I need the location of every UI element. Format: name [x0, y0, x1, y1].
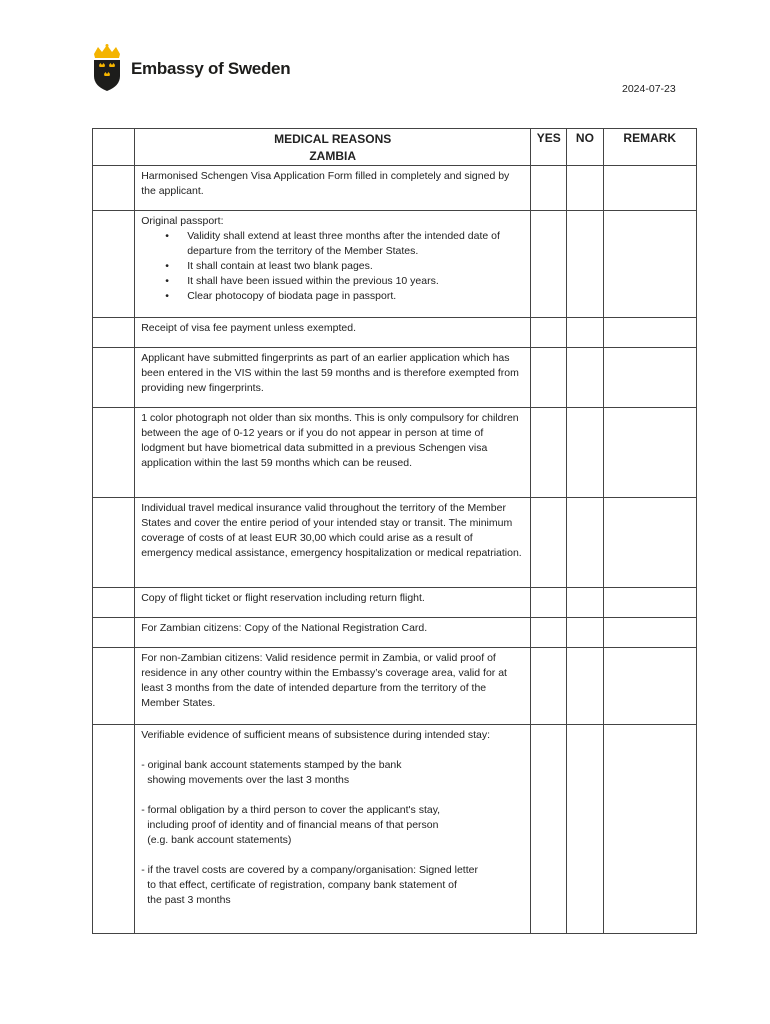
table-row	[93, 211, 697, 318]
requirement-text	[135, 211, 531, 318]
yes-cell[interactable]	[531, 408, 567, 498]
no-cell[interactable]	[567, 648, 603, 725]
table-header-row	[93, 129, 697, 166]
table-row	[93, 318, 697, 348]
no-cell[interactable]	[567, 166, 603, 211]
title-line-1: MEDICAL REASONS	[274, 132, 392, 146]
no-column-header: NO	[567, 129, 603, 166]
requirement-text: For Zambian citizens: Copy of the National Registration Card.	[135, 618, 531, 648]
means-item-cont: to that effect, certificate of registration, company bank statement of	[147, 879, 457, 891]
requirement-text	[135, 725, 531, 934]
blank-cell	[93, 725, 135, 934]
remark-column-header: REMARK	[603, 129, 697, 166]
crown-shield-icon	[91, 44, 123, 92]
requirement-text: Copy of flight ticket or flight reservation including return flight.	[135, 588, 531, 618]
remark-cell[interactable]	[603, 648, 697, 725]
yes-cell[interactable]	[531, 618, 567, 648]
no-cell[interactable]	[567, 725, 603, 934]
means-item-cont: showing movements over the last 3 months	[147, 774, 350, 786]
remark-cell[interactable]	[603, 318, 697, 348]
table-row	[93, 725, 697, 934]
blank-cell	[93, 348, 135, 408]
no-cell[interactable]	[567, 588, 603, 618]
yes-cell[interactable]	[531, 648, 567, 725]
means-item: - if the travel costs are covered by a company/organisation: Signed letter	[141, 864, 478, 876]
table-row	[93, 348, 697, 408]
yes-cell[interactable]	[531, 211, 567, 318]
yes-cell[interactable]	[531, 498, 567, 588]
title-line-2: ZAMBIA	[309, 149, 357, 163]
table-row	[93, 588, 697, 618]
yes-cell[interactable]	[531, 588, 567, 618]
document-date: 2024-07-23	[622, 83, 676, 95]
means-item-cont: (e.g. bank account statements)	[147, 834, 292, 846]
requirement-text: Applicant have submitted fingerprints as part of an earlier application which has been entered in the VIS within the last 59 months and is therefore exempted from providing new fingerprints.	[135, 348, 531, 408]
remark-cell[interactable]	[603, 725, 697, 934]
list-item: • Validity shall extend at least three months after the intended date of departure from the territory of the Member States.	[187, 229, 524, 259]
table-row	[93, 648, 697, 725]
requirement-text: 1 color photograph not older than six months. This is only compulsory for children between the age of 0-12 years or if you do not appear in person at time of lodgment but have biometrical data submitted in a previous Schengen visa application within the last 59 months which can be reused.	[135, 408, 531, 498]
means-item-cont: the past 3 months	[147, 894, 231, 906]
requirement-text: Harmonised Schengen Visa Application Form filled in completely and signed by the applicant.	[135, 166, 531, 211]
blank-cell	[93, 588, 135, 618]
passport-list	[141, 229, 524, 304]
blank-cell	[93, 318, 135, 348]
blank-cell	[93, 648, 135, 725]
blank-cell	[93, 498, 135, 588]
logo-text: Embassy of Sweden	[131, 59, 291, 78]
yes-cell[interactable]	[531, 318, 567, 348]
yes-cell[interactable]	[531, 348, 567, 408]
table-row	[93, 166, 697, 211]
remark-cell[interactable]	[603, 588, 697, 618]
no-cell[interactable]	[567, 211, 603, 318]
passport-intro: Original passport:	[141, 215, 224, 227]
remark-cell[interactable]	[603, 166, 697, 211]
blank-cell	[93, 408, 135, 498]
table-row	[93, 408, 697, 498]
remark-cell[interactable]	[603, 618, 697, 648]
requirement-text: Receipt of visa fee payment unless exempted.	[135, 318, 531, 348]
table-title	[135, 129, 531, 166]
yes-cell[interactable]	[531, 166, 567, 211]
requirement-text: Individual travel medical insurance valid throughout the territory of the Member States and cover the entire period of your intended stay or transit. The minimum coverage of costs of at least EUR 30,00 which could arise as a result of emergency medical assistance, emergency hospitalization or medical repatriation.	[135, 498, 531, 588]
yes-column-header: YES	[531, 129, 567, 166]
list-item: • It shall have been issued within the previous 10 years.	[187, 274, 524, 289]
means-item-cont: including proof of identity and of financial means of that person	[147, 819, 439, 831]
table-row	[93, 618, 697, 648]
remark-cell[interactable]	[603, 498, 697, 588]
yes-cell[interactable]	[531, 725, 567, 934]
blank-cell	[93, 166, 135, 211]
remark-cell[interactable]	[603, 348, 697, 408]
no-cell[interactable]	[567, 498, 603, 588]
checklist-table	[92, 128, 697, 934]
embassy-logo	[91, 44, 291, 92]
means-item: - original bank account statements stamped by the bank	[141, 759, 402, 771]
no-cell[interactable]	[567, 348, 603, 408]
requirement-text: For non-Zambian citizens: Valid residence permit in Zambia, or valid proof of residence in any other country within the Embassy’s coverage area, valid for at least 3 months from the date of intended departure from the territory of the Member States.	[135, 648, 531, 725]
blank-cell	[93, 618, 135, 648]
means-intro: Verifiable evidence of sufficient means of subsistence during intended stay:	[141, 729, 491, 741]
table-row	[93, 498, 697, 588]
means-item: - formal obligation by a third person to cover the applicant's stay,	[141, 804, 441, 816]
list-item: • Clear photocopy of biodata page in passport.	[187, 289, 524, 304]
remark-cell[interactable]	[603, 408, 697, 498]
blank-cell	[93, 129, 135, 166]
list-item: • It shall contain at least two blank pages.	[187, 259, 524, 274]
no-cell[interactable]	[567, 408, 603, 498]
no-cell[interactable]	[567, 618, 603, 648]
no-cell[interactable]	[567, 318, 603, 348]
blank-cell	[93, 211, 135, 318]
remark-cell[interactable]	[603, 211, 697, 318]
